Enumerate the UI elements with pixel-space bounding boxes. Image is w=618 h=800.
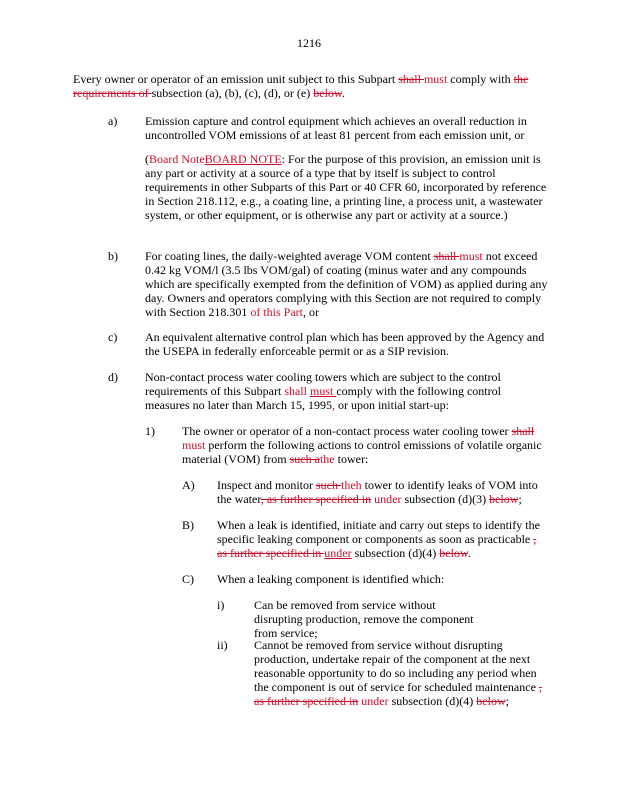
text-run: ( [145, 152, 149, 166]
deleted-text: below [476, 693, 506, 708]
paragraph-intro [73, 73, 551, 101]
inserted-text: of this Part [250, 304, 303, 319]
text-run: Every owner or operator of an emission unit subject to this Subpart [73, 72, 399, 86]
paragraph-b [145, 250, 550, 320]
paragraph-d1A [217, 479, 547, 507]
text-run: subsection (d)(3) [401, 491, 490, 506]
deleted-text: below [313, 85, 342, 100]
text-run: tower: [334, 451, 369, 466]
deleted-text: shall [511, 424, 535, 438]
inserted-text: , [331, 397, 335, 412]
deleted-text: below [439, 545, 468, 560]
text-run: ; [505, 693, 509, 708]
text-run: comply with the following control measures no later than March 15, 1995 [145, 383, 501, 412]
deleted-text: below [489, 491, 519, 506]
text-run: Emission capture and control equipment which achieves an overall reduction in uncontrolled VOM emissions of at least 81 percent from each emission unit, or [145, 114, 527, 142]
text-run: Can be removed from service without disrupting production, remove the component from service; [254, 598, 474, 640]
text-run: subsection (a), (b), (c), (d), or (e) [151, 85, 314, 100]
text-run: Cannot be removed from service without disrupting production, undertake repair of the component at the next reasonable opportunity to do so including any period when the component is out of service for scheduled maintenance [254, 638, 539, 694]
inserted-text: the [319, 451, 335, 466]
inserted-text: must [459, 249, 483, 263]
inserted-text: must [423, 72, 448, 86]
item-label-d1: 1) [145, 424, 155, 438]
inserted-text: Board Note [149, 152, 205, 166]
item-label-d1C: C) [182, 572, 194, 586]
text-run: . [341, 85, 345, 100]
deleted-text: , as further specified in [254, 679, 542, 708]
deleted-text: , as further specified in [217, 531, 537, 560]
inserted-text: under [361, 693, 389, 708]
inserted-text: theh [340, 478, 362, 492]
deleted-text: such [315, 478, 341, 492]
text-run: or upon initial start-up: [334, 397, 449, 412]
inserted-text-underlined: BOARD NOTE [204, 152, 282, 166]
text-run: : For the purpose of this provision, an emission unit is any part or activity at a source of a type that by itself is subject to control requirements in other Subparts of this Part or 40 CFR 60, incorporated by reference in Section 218.112, e.g., a coating line, a printing line, a process unit, a wastewater system, or other equipment, or is otherwise any part or activity at a source.) [145, 152, 547, 222]
deleted-text: shall [433, 249, 460, 263]
text-run: . [467, 545, 471, 560]
page-number: 1216 [297, 36, 321, 50]
text-run: When a leaking component is identified which: [217, 572, 445, 586]
paragraph-d1C [217, 573, 547, 587]
text-run: perform the following actions to control emissions of volatile organic material (VOM) from [182, 437, 542, 466]
text-run: comply with [447, 72, 514, 86]
board-note [145, 153, 550, 223]
inserted-text-underlined: must [309, 383, 337, 398]
paragraph-d1Ci [254, 599, 484, 641]
paragraph-c [145, 331, 545, 359]
item-label-d1Cii: ii) [217, 638, 228, 652]
text-run: An equivalent alternative control plan which has been approved by the Agency and the USEPA in federally enforceable permit or as a SIP revision. [145, 330, 545, 358]
item-label-a: a) [108, 114, 118, 128]
text-run: , or [303, 304, 319, 319]
text-run: For coating lines, the daily-weighted average VOM content [145, 249, 434, 263]
inserted-text: must [182, 437, 206, 452]
text-run: Inspect and monitor [217, 478, 316, 492]
item-label-d1Ci: i) [217, 598, 225, 612]
text-run: ; [518, 491, 522, 506]
paragraph-a [145, 115, 550, 143]
inserted-text: shall [284, 383, 310, 398]
text-run: Non-contact process water cooling towers which are subject to the control requirements of this Subpart [145, 370, 501, 398]
deleted-text: the requirements of [73, 72, 529, 100]
text-run: The owner or operator of a non-contact process water cooling tower [182, 424, 512, 438]
paragraph-d1Cii [254, 639, 546, 709]
paragraph-d1 [182, 425, 542, 467]
paragraph-d1B [217, 519, 547, 561]
item-label-d1B: B) [182, 518, 194, 532]
deleted-text: shall [398, 72, 424, 86]
text-run: subsection (d)(4) [351, 545, 440, 560]
item-label-c: c) [108, 330, 118, 344]
deleted-text: , as further specified in [260, 491, 372, 506]
item-label-d: d) [108, 370, 118, 384]
text-run: When a leak is identified, initiate and carry out steps to identify the specific leaking component or components as soon as practicable [217, 518, 540, 546]
item-label-b: b) [108, 249, 118, 263]
inserted-text: under [374, 491, 402, 506]
inserted-text-underlined: under [324, 545, 352, 560]
text-run: not exceed 0.42 kg VOM/l (3.5 lbs VOM/gal) of coating (minus water and any compounds which are specifically exempted from the definition of VOM) as applied during any day. Owners and operators complying with this Section are not required to comply with Section 218.301 [145, 249, 548, 319]
deleted-text: such a [289, 451, 320, 466]
paragraph-d [145, 371, 515, 413]
text-run: tower to identify leaks of VOM into the water [217, 478, 538, 506]
item-label-d1A: A) [182, 478, 195, 492]
text-run: subsection (d)(4) [388, 693, 477, 708]
